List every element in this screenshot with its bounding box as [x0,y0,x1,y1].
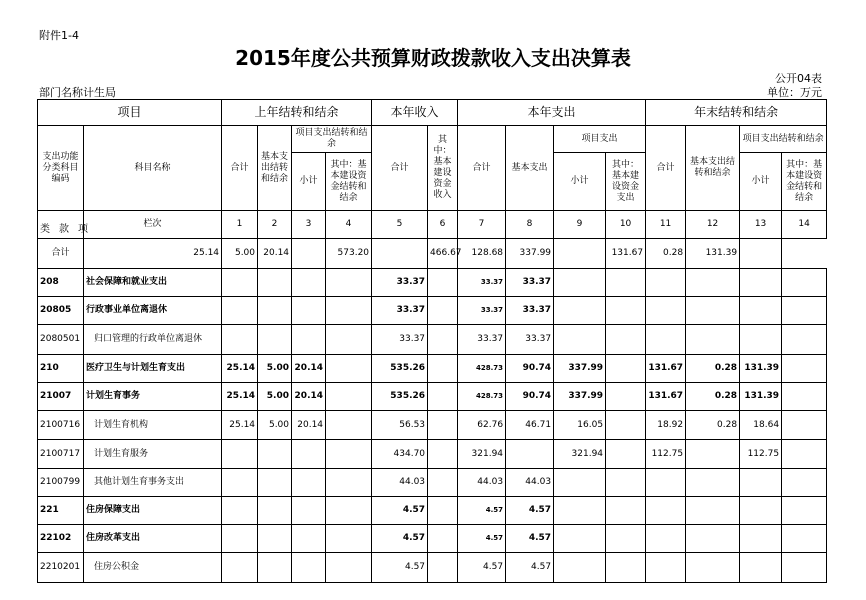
cell-col-4 [326,469,372,497]
header-income-total: 合计 [372,126,428,211]
table-row [38,383,827,411]
subject-code: 21007 [38,383,84,411]
subject-name: 合计 [38,239,84,269]
cell-col-8: 33.37 [506,325,554,355]
cell-col-9 [554,525,606,553]
cell-col-1 [222,440,258,469]
cell-col-12 [686,525,740,553]
cell-col-4 [326,411,372,440]
cell-col-9: 337.99 [554,383,606,411]
cell-col-10 [606,411,646,440]
cell-col-5: 573.20 [326,239,372,269]
cell-col-3 [292,469,326,497]
cell-col-7: 466.67 [428,239,458,269]
cell-col-14 [782,297,827,325]
table-row [38,297,827,325]
header-end-project: 项目支出结转和结余 [740,126,827,153]
column-index-4: 4 [326,211,372,239]
cell-col-9: 337.99 [506,239,554,269]
cell-col-7: 33.37 [458,297,506,325]
header-exp-total: 合计 [458,126,506,211]
header-end-basic: 基本支出结转和结余 [686,126,740,211]
cell-col-5: 33.37 [372,269,428,297]
subject-code: 2100799 [38,469,84,497]
header-exp-capital: 其中：基本建设资金支出 [606,153,646,211]
cell-col-14 [782,440,827,469]
cell-col-11: 112.75 [646,440,686,469]
cell-col-6 [428,297,458,325]
cell-col-9: 321.94 [554,440,606,469]
cell-col-11: 131.67 [606,239,646,269]
cell-col-10 [606,355,646,383]
subject-code: 210 [38,355,84,383]
cell-col-9 [554,469,606,497]
column-index-1: 1 [222,211,258,239]
page-title: 2015年度公共预算财政拨款收入支出决算表 [235,46,631,70]
cell-col-7: 4.57 [458,553,506,583]
cell-col-8: 33.37 [506,297,554,325]
cell-col-11 [646,497,686,525]
cell-col-12 [686,269,740,297]
column-index-10: 10 [606,211,646,239]
cell-col-1: 25.14 [222,411,258,440]
cell-col-7: 33.37 [458,269,506,297]
subject-code: 2100717 [38,440,84,469]
column-index-row [38,211,827,239]
header-row-sub [38,126,827,153]
table-row [38,469,827,497]
subject-name: 医疗卫生与计划生育支出 [84,355,222,383]
cell-col-10 [606,525,646,553]
cell-col-6 [428,440,458,469]
subject-name: 计划生育服务 [84,440,222,469]
header-prev-basic: 基本支出结转和结余 [258,126,292,211]
header-prev-balance: 上年结转和结余 [222,100,372,126]
header-row-groups [38,100,827,126]
department-label: 部门名称计生局 [39,86,116,99]
cell-col-8 [506,440,554,469]
cell-col-5: 535.26 [372,355,428,383]
cell-col-11: 131.67 [646,383,686,411]
level-xiang: 项 [78,224,88,235]
column-index-11: 11 [646,211,686,239]
cell-col-1 [222,497,258,525]
cell-col-8: 44.03 [506,469,554,497]
cell-col-8: 128.68 [458,239,506,269]
cell-col-10 [606,383,646,411]
table-row [38,525,827,553]
cell-col-7: 428.73 [458,355,506,383]
column-index-8: 8 [506,211,554,239]
cell-col-5: 4.57 [372,553,428,583]
cell-col-1 [222,325,258,355]
cell-col-14 [782,525,827,553]
subject-name: 住房保障支出 [84,497,222,525]
cell-col-3 [292,553,326,583]
cell-col-6 [428,553,458,583]
cell-col-2: 5.00 [258,355,292,383]
cell-col-11: 18.92 [646,411,686,440]
header-prev-project: 项目支出结转和结余 [292,126,372,153]
cell-col-12 [686,325,740,355]
column-index-14: 14 [782,211,827,239]
cell-col-13: 112.75 [740,440,782,469]
column-index-3: 3 [292,211,326,239]
cell-col-2 [258,553,292,583]
cell-col-5: 535.26 [372,383,428,411]
cell-col-13 [740,469,782,497]
cell-col-12: 0.28 [686,411,740,440]
column-index-12: 12 [686,211,740,239]
header-income: 本年收入 [372,100,458,126]
cell-col-6 [428,383,458,411]
subject-name: 住房改革支出 [84,525,222,553]
header-end-subtotal: 小计 [740,153,782,211]
cell-col-1: 25.14 [222,355,258,383]
cell-col-2 [258,497,292,525]
cell-col-12 [686,440,740,469]
header-prev-subtotal: 小计 [292,153,326,211]
cell-col-13 [740,297,782,325]
cell-col-5: 434.70 [372,440,428,469]
cell-col-9: 337.99 [554,355,606,383]
cell-col-7: 62.76 [458,411,506,440]
cell-col-6 [428,325,458,355]
cell-col-4 [326,497,372,525]
cell-col-10 [606,440,646,469]
header-end-total: 合计 [646,126,686,211]
header-income-capital: 其中：基本建设资金收入 [428,126,458,211]
cell-col-8: 33.37 [506,269,554,297]
cell-col-11: 131.67 [646,355,686,383]
cell-col-12 [686,469,740,497]
cell-col-11 [646,469,686,497]
cell-col-7: 33.37 [458,325,506,355]
cell-col-4 [326,553,372,583]
subject-code: 221 [38,497,84,525]
cell-col-4 [326,355,372,383]
cell-col-10 [606,497,646,525]
cell-col-14 [782,355,827,383]
cell-col-13 [740,553,782,583]
cell-col-4 [326,525,372,553]
subject-name: 社会保障和就业支出 [84,269,222,297]
cell-col-9 [554,325,606,355]
cell-col-6 [428,469,458,497]
cell-col-10 [554,239,606,269]
subject-name: 归口管理的行政单位离退休 [84,325,222,355]
cell-col-2: 5.00 [258,411,292,440]
cell-col-9 [554,297,606,325]
cell-col-12 [686,297,740,325]
cell-col-7: 4.57 [458,497,506,525]
cell-col-14 [782,325,827,355]
unit-label: 单位：万元 [767,86,822,99]
level-kuan: 款 [59,224,69,235]
cell-col-14 [782,469,827,497]
subject-name: 住房公积金 [84,553,222,583]
cell-col-14 [782,553,827,583]
column-index-13: 13 [740,211,782,239]
header-subject-name: 科目名称 [84,126,222,211]
cell-col-13: 131.39 [686,239,740,269]
column-index-2: 2 [258,211,292,239]
column-index-5: 5 [372,211,428,239]
cell-col-7: 4.57 [458,525,506,553]
cell-col-12: 0.28 [686,383,740,411]
header-func-code: 支出功能分类科目编码 [38,126,84,211]
cell-col-14 [740,239,782,269]
table-row [38,553,827,583]
cell-col-7: 44.03 [458,469,506,497]
cell-col-5: 56.53 [372,411,428,440]
cell-col-3 [292,297,326,325]
cell-col-2 [258,469,292,497]
table-row [38,239,827,269]
cell-col-1 [222,553,258,583]
cell-col-6 [428,411,458,440]
table-row [38,325,827,355]
cell-col-9: 16.05 [554,411,606,440]
column-index-9: 9 [554,211,606,239]
cell-col-12: 0.28 [686,355,740,383]
cell-col-13 [740,325,782,355]
cell-col-10 [606,469,646,497]
cell-col-9 [554,269,606,297]
cell-col-5: 4.57 [372,525,428,553]
cell-col-10 [606,269,646,297]
cell-col-9 [554,553,606,583]
cell-col-2: 5.00 [222,239,258,269]
cell-col-3 [292,525,326,553]
cell-col-12: 0.28 [646,239,686,269]
cell-col-7: 321.94 [458,440,506,469]
cell-col-8: 46.71 [506,411,554,440]
cell-col-3: 20.14 [292,355,326,383]
column-index-6: 6 [428,211,458,239]
form-number: 公开04表 [775,72,822,85]
cell-col-5: 4.57 [372,497,428,525]
cell-col-2 [258,325,292,355]
header-project: 项目 [38,100,222,126]
column-index-label: 栏次 [84,211,222,239]
cell-col-13 [740,525,782,553]
table-row [38,440,827,469]
subject-code: 2100716 [38,411,84,440]
cell-col-4 [292,239,326,269]
cell-col-1 [222,525,258,553]
cell-col-10 [606,553,646,583]
cell-col-14 [782,411,827,440]
cell-col-6 [428,497,458,525]
header-end-balance: 年末结转和结余 [646,100,827,126]
cell-col-2 [258,297,292,325]
cell-col-14 [782,497,827,525]
cell-col-3: 20.14 [292,383,326,411]
cell-col-13: 18.64 [740,411,782,440]
cell-col-8: 4.57 [506,525,554,553]
subject-code: 2210201 [38,553,84,583]
cell-col-3 [292,440,326,469]
cell-col-6 [428,525,458,553]
cell-col-13 [740,269,782,297]
table-row [38,355,827,383]
table-row [38,269,827,297]
cell-col-13: 131.39 [740,355,782,383]
cell-col-13: 131.39 [740,383,782,411]
subject-name: 行政事业单位离退休 [84,297,222,325]
cell-col-5: 44.03 [372,469,428,497]
cell-col-3: 20.14 [258,239,292,269]
header-exp-basic: 基本支出 [506,126,554,211]
cell-col-3 [292,325,326,355]
attachment-label: 附件1-4 [39,29,79,42]
subject-code: 20805 [38,297,84,325]
cell-col-1 [222,269,258,297]
cell-col-1: 25.14 [222,383,258,411]
cell-col-10 [606,297,646,325]
cell-col-8: 90.74 [506,383,554,411]
cell-col-6 [372,239,428,269]
cell-col-14 [782,269,827,297]
cell-col-11 [646,525,686,553]
header-expense: 本年支出 [458,100,646,126]
cell-col-12 [686,497,740,525]
cell-col-8: 4.57 [506,497,554,525]
header-end-capital: 其中：基本建设资金结转和结余 [782,153,827,211]
cell-col-11 [646,553,686,583]
cell-col-4 [326,383,372,411]
cell-col-11 [646,269,686,297]
header-exp-project: 项目支出 [554,126,646,153]
cell-col-13 [740,497,782,525]
cell-col-5: 33.37 [372,297,428,325]
cell-col-11 [646,297,686,325]
cell-col-5: 33.37 [372,325,428,355]
level-label-cell [38,211,88,239]
subject-code: 208 [38,269,84,297]
cell-col-3 [292,269,326,297]
cell-col-2 [258,269,292,297]
cell-col-1: 25.14 [84,239,222,269]
table-row [38,411,827,440]
header-prev-capital: 其中：基本建设资金结转和结余 [326,153,372,211]
cell-col-3 [292,497,326,525]
cell-col-7: 428.73 [458,383,506,411]
cell-col-4 [326,269,372,297]
subject-code: 2080501 [38,325,84,355]
cell-col-9 [554,497,606,525]
header-prev-total: 合计 [222,126,258,211]
cell-col-1 [222,297,258,325]
cell-col-12 [686,553,740,583]
cell-col-2: 5.00 [258,383,292,411]
cell-col-6 [428,355,458,383]
cell-col-14 [782,383,827,411]
cell-col-2 [258,525,292,553]
level-lei: 类 [40,224,50,235]
cell-col-4 [326,297,372,325]
subject-name: 其他计划生育事务支出 [84,469,222,497]
cell-col-8: 4.57 [506,553,554,583]
cell-col-2 [258,440,292,469]
cell-col-3: 20.14 [292,411,326,440]
cell-col-1 [222,469,258,497]
column-index-7: 7 [458,211,506,239]
subject-name: 计划生育机构 [84,411,222,440]
cell-col-11 [646,325,686,355]
header-exp-subtotal: 小计 [554,153,606,211]
cell-col-10 [606,325,646,355]
cell-col-4 [326,440,372,469]
subject-code: 22102 [38,525,84,553]
subject-name: 计划生育事务 [84,383,222,411]
budget-table [37,99,827,583]
table-row [38,497,827,525]
cell-col-6 [428,269,458,297]
cell-col-8: 90.74 [506,355,554,383]
cell-col-4 [326,325,372,355]
